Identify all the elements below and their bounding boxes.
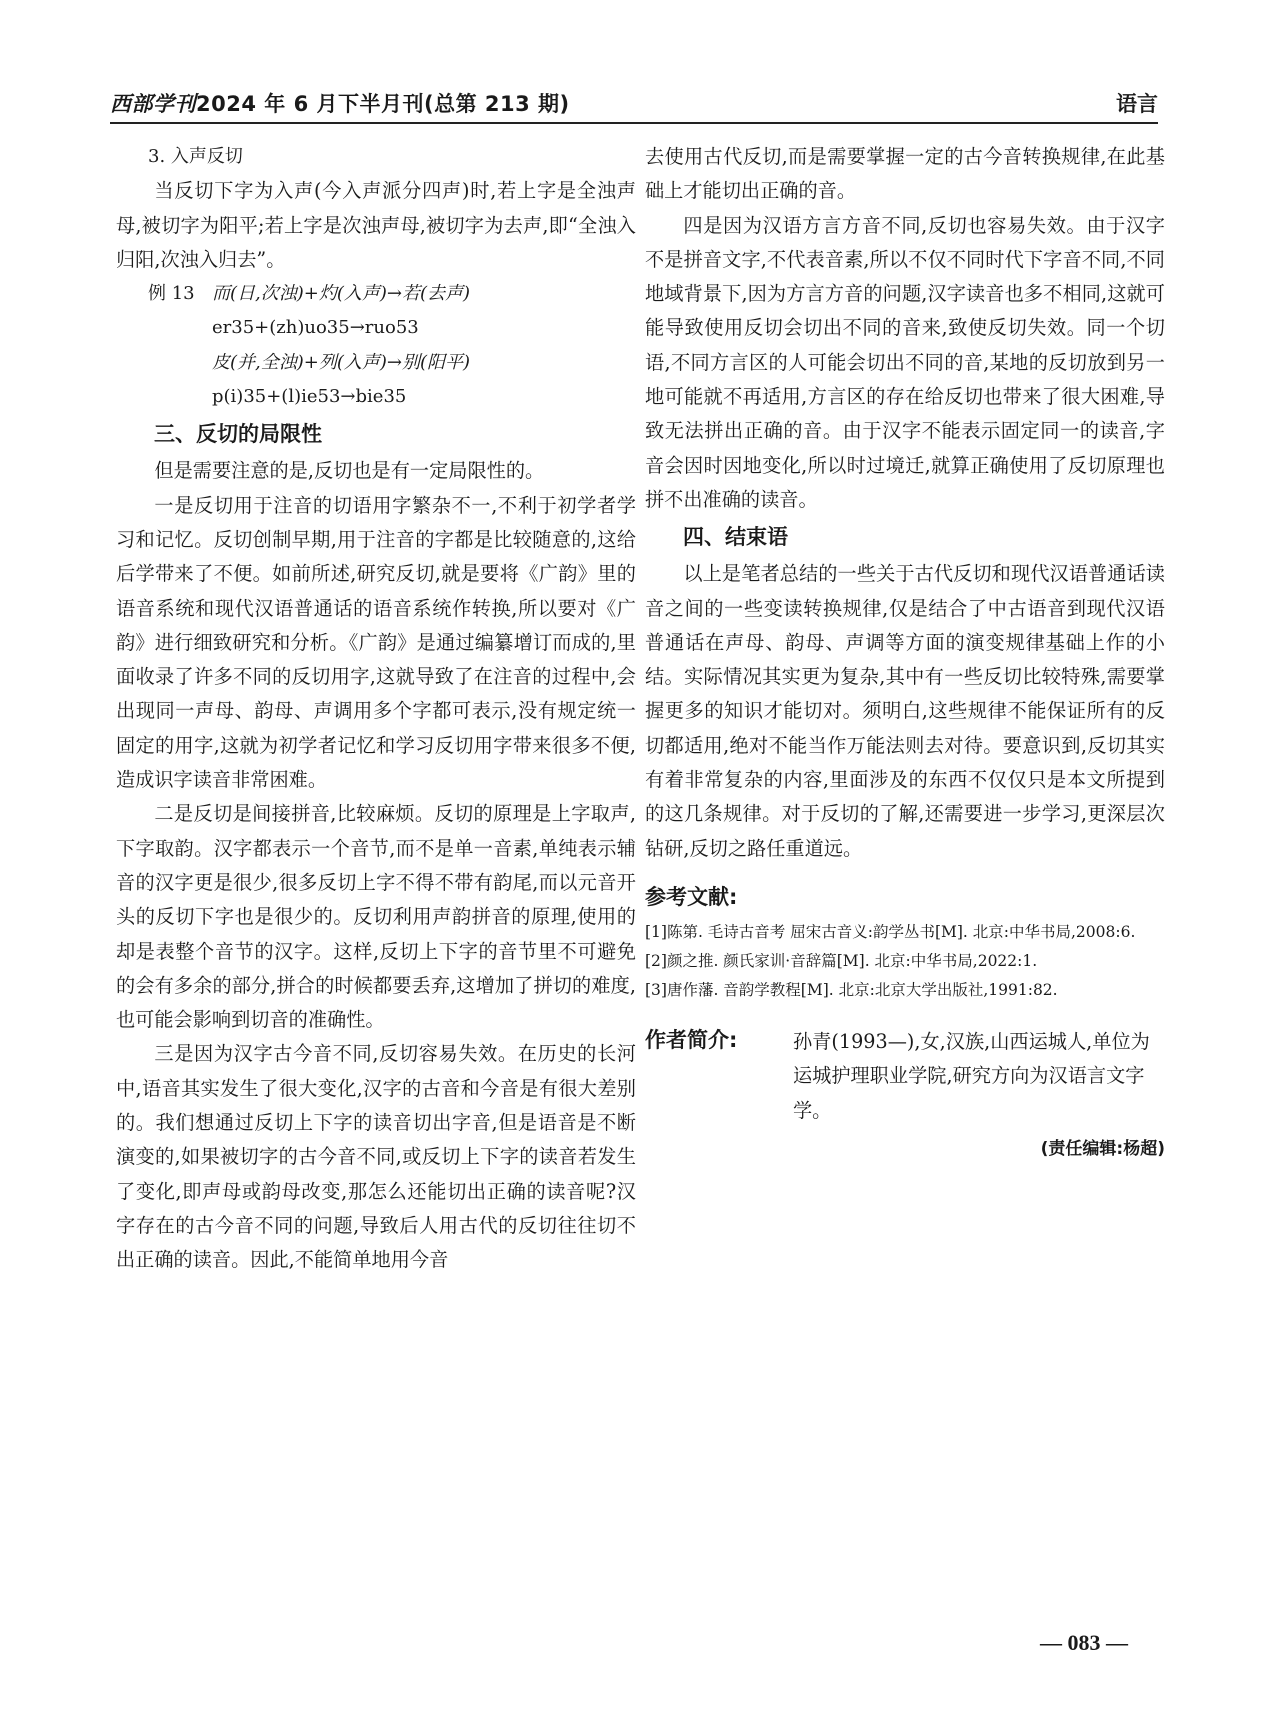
author-bio-text: 孙青(1993—),女,汉族,山西运城人,单位为运城护理职业学院,研究方向为汉语言文字学。 [793, 1029, 1150, 1122]
references-heading: 参考文献: [645, 884, 738, 909]
page-header [110, 88, 1158, 124]
journal-logo: 西部学刊 [110, 91, 196, 116]
paragraph: 二是反切是间接拼音,比较麻烦。反切的原理是上字取声,下字取韵。汉字都表示一个音节,而不是单一音素,单纯表示辅音的汉字更是很少,很多反切上字不得不带有韵尾,而以元音开头的反切下字也是很少的。反切利用声韵拼音的原理,使用的却是表整个音节的汉字。这样,反切上下字的音节里不可避免的会有多余的部分,拼合的时候都要丢弃,这增加了拼切的难度,也可能会影响到切音的准确性。 [116, 802, 636, 1032]
reference-item: [2]颜之推. 颜氏家训·音辞篇[M]. 北京:中华书局,2022:1. [645, 951, 1038, 970]
paragraph: 但是需要注意的是,反切也是有一定局限性的。 [154, 459, 545, 483]
section-label: 语言 [1116, 92, 1158, 116]
paragraph: 四是因为汉语方言方音不同,反切也容易失效。由于汉字不是拼音文字,不代表音素,所以不仅不同时代下字音不同,不同地域背景下,因为方言方音的问题,汉字读音也多不相同,这就可能导致使用反切会切出不同的音来,致使反切失效。同一个切语,不同方言区的人可能会切出不同的音,某地的反切放到另一地可能就不再适用,方言区的存在给反切也带来了很大困难,导致无法拼出正确的音。由于汉字不能表示固定同一的读音,字音会因时因地变化,所以时过境迁,就算正确使用了反切原理也拼不出准确的读音。 [645, 213, 1165, 511]
paragraph: 当反切下字为入声(今入声派分四声)时,若上字是全浊声母,被切字为阳平;若上字是次浊声母,被切字为去声,即“全浊入归阳,次浊入归去”。 [116, 179, 636, 271]
example-text: 皮(并,全浊)+列(入声)→别(阳平) [212, 351, 471, 373]
example-text: 而(日,次浊)+灼(入声)→若(去声) [212, 283, 471, 305]
paragraph-continued: 去使用古代反切,而是需要掌握一定的古今音转换规律,在此基础上才能切出正确的音。 [645, 145, 1165, 203]
page-number: — 083 — [1040, 1630, 1128, 1655]
header-journal-issue [110, 88, 570, 118]
responsible-editor: (责任编辑:杨超) [1040, 1138, 1165, 1159]
reference-item: [3]唐作藩. 音韵学教程[M]. 北京:北京大学出版社,1991:82. [645, 980, 1058, 999]
left-column [116, 140, 636, 1278]
issue-info: 2024 年 6 月下半月刊(总第 213 期) [196, 92, 570, 116]
example-pinyin: p(i)35+(l)ie53→bie35 [212, 386, 407, 408]
example-label: 例 13 [148, 283, 195, 305]
sub-heading-entering-tone: 3. 入声反切 [148, 146, 243, 167]
paragraph: 三是因为汉字古今音不同,反切容易失效。在历史的长河中,语音其实发生了很大变化,汉字的古音和今音是有很大差别的。我们想通过反切上下字的读音切出字音,但是语音是不断演变的,如果被切字的古今音不同,或反切上下字的读音若发生了变化,即声母或韵母改变,那怎么还能切出正确的读音呢?汉字存在的古今音不同的问题,导致后人用古代的反切往往切不出正确的读音。因此,不能简单地用今音 [116, 1042, 636, 1272]
right-column [645, 140, 1165, 1159]
paragraph: 以上是笔者总结的一些关于古代反切和现代汉语普通话读音之间的一些变读转换规律,仅是结合了中古语音到现代汉语普通话在声母、韵母、声调等方面的演变规律基础上作的小结。实际情况其实更为复杂,其中有一些反切比较特殊,需要掌握更多的知识才能切对。须明白,这些规律不能保证所有的反切都适用,绝对不能当作万能法则去对待。要意识到,反切其实有着非常复杂的内容,里面涉及的东西不仅仅只是本文所提到的这几条规律。对于反切的了解,还需要进一步学习,更深层次钻研,反切之路任重道远。 [645, 562, 1165, 860]
reference-item: [1]陈第. 毛诗古音考 屈宋古音义:韵学丛书[M]. 北京:中华书局,2008:6. [645, 922, 1136, 941]
example-pinyin: er35+(zh)uo35→ruo53 [212, 317, 419, 339]
author-bio-label: 作者简介: [645, 1027, 738, 1052]
references-list [645, 918, 1165, 1005]
paragraph: 一是反切用于注音的切语用字繁杂不一,不利于初学者学习和记忆。反切创制早期,用于注音的字都是比较随意的,这给后学带来了不便。如前所述,研究反切,就是要将《广韵》里的语音系统和现代汉语普通话的语音系统作转换,所以要对《广韵》进行细致研究和分析。《广韵》是通过编纂增订而成的,里面收录了许多不同的反切用字,这就导致了在注音的过程中,会出现同一声母、韵母、声调用多个字都可表示,没有规定统一固定的用字,这就为初学者记忆和学习反切用字带来很多不便,造成识字读音非常困难。 [116, 493, 636, 792]
example-line [116, 277, 636, 311]
author-bio [645, 1025, 1165, 1128]
section-heading-limitations: 三、反切的局限性 [154, 422, 322, 447]
section-heading-conclusion: 四、结束语 [683, 525, 788, 550]
